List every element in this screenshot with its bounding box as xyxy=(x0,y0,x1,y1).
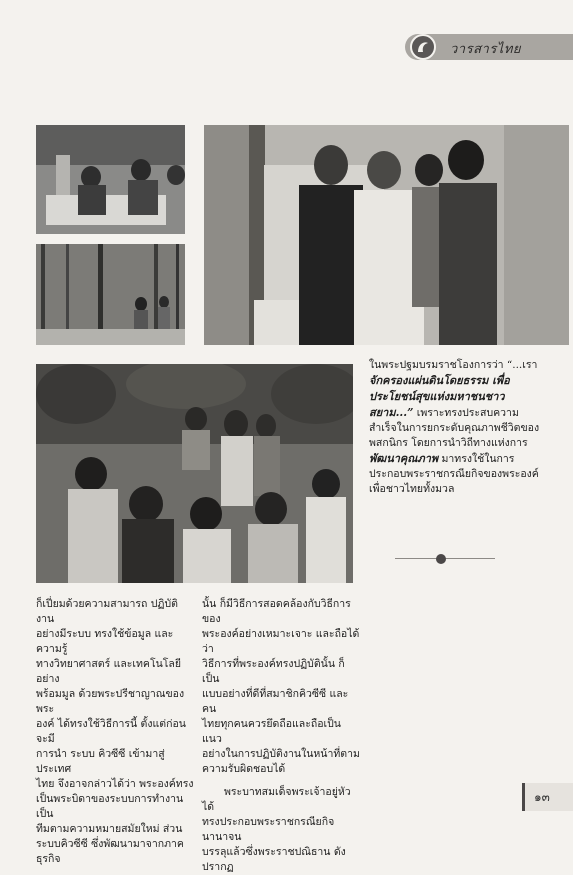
text-fragment: มาทรงใช้ในการ xyxy=(438,453,515,465)
section-logo-icon xyxy=(410,34,436,60)
photo-top-right xyxy=(204,125,569,345)
text-line: องค์ ได้ทรงใช้วิธีการนี้ ตั้งแต่ก่อนจะมี xyxy=(36,718,186,745)
text-line: ระบบคิวซีซี ซึ่งพัฒนามาจากภาคธุรกิจ xyxy=(36,838,184,865)
text-line: เพื่อชาวไทยทั้งมวล xyxy=(369,483,455,495)
intro-paragraph xyxy=(369,358,569,497)
text-line: ในพระปฐมบรมราชโองการว่า “...เรา xyxy=(369,359,538,371)
text-line: ทางวิทยาศาสตร์ และเทคโนโลยีอย่าง xyxy=(36,658,181,685)
body-column-left xyxy=(36,597,194,867)
body-column-right xyxy=(202,597,360,875)
text-line: ทีมตามความหมายสมัยใหม่ ส่วน xyxy=(36,823,183,835)
text-line: การนำ ระบบ คิวซีซี เข้ามาสู่ประเทศ xyxy=(36,748,165,775)
page-number: ๑๓ xyxy=(534,790,550,804)
emphasis-text: สยาม...” xyxy=(369,406,414,419)
photo-bottom-center xyxy=(36,364,353,583)
text-line: วิธีการที่พระองค์ทรงปฏิบัตินั้น ก็เป็น xyxy=(202,658,345,685)
emphasis-text: พัฒนาคุณภาพ xyxy=(369,452,439,465)
text-line: ก็เปี่ยมด้วยความสามารถ ปฏิบัติงาน xyxy=(36,598,178,625)
text-line xyxy=(369,405,569,421)
text-line: เป็นพระบิดาของระบบการทำงานเป็น xyxy=(36,793,184,820)
text-line xyxy=(369,451,569,467)
text-line: บรรลุแล้วซึ่งพระราชปณิธาน ดังปรากฏ xyxy=(202,846,346,873)
photo-top-left xyxy=(36,125,185,234)
text-line: ประกอบพระราชกรณียกิจของพระองค์ xyxy=(369,468,539,480)
text-line: พระองค์อย่างเหมาะเจาะ และถือได้ว่า xyxy=(202,628,360,655)
text-line: ทรงประกอบพระราชกรณียกิจนานาจน xyxy=(202,816,335,843)
text-line xyxy=(369,389,569,405)
divider-ornament-icon xyxy=(436,554,446,564)
text-line: ไทย จึงอาจกล่าวได้ว่า พระองค์ทรง xyxy=(36,778,194,790)
text-line: ความรับผิดชอบได้ xyxy=(202,763,286,775)
text-line: อย่างในการปฏิบัติงานในหน้าที่ตาม xyxy=(202,748,360,760)
text-line: พระบาทสมเด็จพระเจ้าอยู่หัว ได้ xyxy=(202,786,351,813)
emphasis-text: ประโยชน์สุขแห่งมหาชนชาว xyxy=(369,390,505,403)
section-title: วารสารไทย xyxy=(450,42,522,57)
text-line: พร้อมมูล ด้วยพระปรีชาญาณของพระ xyxy=(36,688,185,715)
text-line: นั้น ก็มีวิธีการสอดคล้องกับวิธีการของ xyxy=(202,598,351,625)
text-line: ไทยทุกคนควรยึดถือและถือเป็นแนว xyxy=(202,718,341,745)
text-fragment: เพราะทรงประสบความ xyxy=(413,407,519,419)
text-line: สำเร็จในการยกระดับคุณภาพชีวิตของ xyxy=(369,422,540,434)
text-line: อย่างมีระบบ ทรงใช้ข้อมูล และความรู้ xyxy=(36,628,174,655)
photo-mid-left xyxy=(36,244,185,345)
emphasis-text: จักครองแผ่นดินโดยธรรม เพื่อ xyxy=(369,374,510,387)
text-line xyxy=(369,373,569,389)
text-line: แบบอย่างที่ดีที่สมาชิกคิวซีซี และคน xyxy=(202,688,349,715)
text-line: พสกนิกร โดยการนำวิถีทางแห่งการ xyxy=(369,437,528,449)
